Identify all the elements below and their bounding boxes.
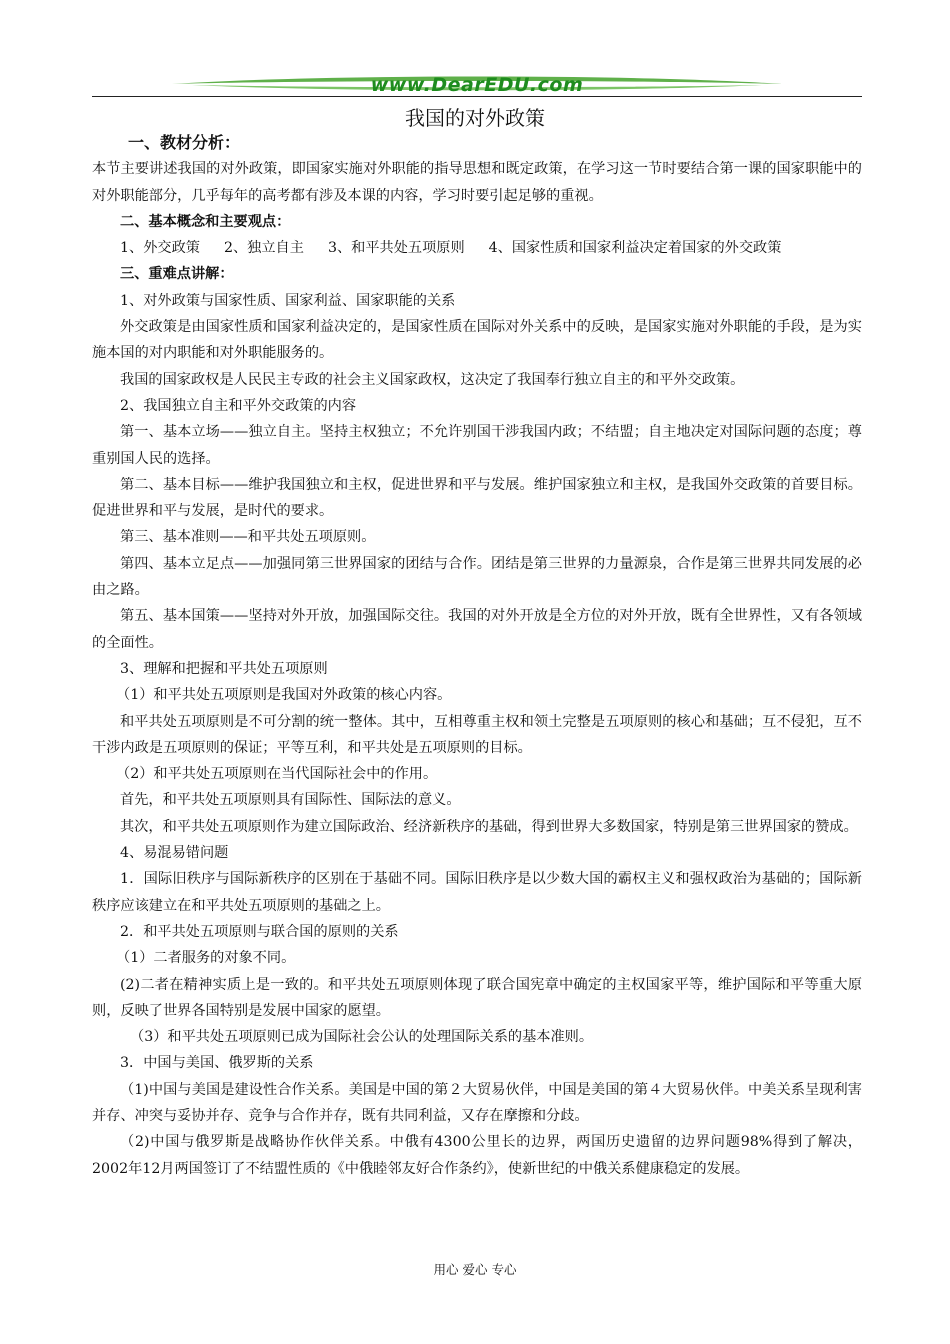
concept-item: 4、国家性质和国家利益决定着国家的外交政策	[488, 240, 782, 257]
paragraph: （3）和平共处五项原则已成为国际社会公认的处理国际关系的基本准则。	[130, 1029, 594, 1046]
paragraph: 本节主要讲述我国的对外政策，即国家实施对外职能的指导思想和既定政策，在学习这一节时要结合第一课的国家职能中的对外职能部分，几乎每年的高考都有涉及本课的内容，学习时要引起足够的重视。	[92, 161, 862, 204]
paragraph: 外交政策是由国家性质和国家利益决定的，是国家性质在国际对外关系中的反映，是国家实施对外职能的手段，是为实施本国的对内职能和对外职能服务的。	[92, 319, 862, 362]
paragraph: （2)中国与俄罗斯是战略协作伙伴关系。中俄有4300公里长的边界，两国历史遗留的边界问题98%得到了解决，2002年12月两国签订了不结盟性质的《中俄睦邻友好合作条约》，使新世纪的中俄关系健康稳定的发展。	[92, 1134, 862, 1177]
paragraph: 第二、基本目标——维护我国独立和主权，促进世界和平与发展。维护国家独立和主权，是我国外交政策的首要目标。促进世界和平与发展，是时代的要求。	[92, 476, 862, 520]
section-heading: 一、教材分析：	[128, 133, 241, 152]
paragraph: （1）和平共处五项原则是我国对外政策的核心内容。	[116, 687, 452, 704]
concept-item: 1、外交政策	[120, 240, 200, 257]
paragraph: (2)二者在精神实质上是一致的。和平共处五项原则体现了联合国宪章中确定的主权国家平等，维护国际和平等重大原则，反映了世界各国特别是发展中国家的愿望。	[92, 976, 862, 1019]
concept-list	[92, 235, 862, 261]
paragraph: 其次，和平共处五项原则作为建立国际政治、经济新秩序的基础，得到世界大多数国家，特别是第三世界国家的赞成。	[120, 818, 858, 835]
paragraph: 我国的国家政权是人民民主专政的社会主义国家政权，这决定了我国奉行独立自主的和平外交政策。	[120, 371, 745, 388]
paragraph: （1)中国与美国是建设性合作关系。美国是中国的第２大贸易伙伴，中国是美国的第４大贸易伙伴。中美关系呈现利害并存、冲突与妥协并存、竞争与合作并存，既有共同利益，又存在摩擦和分歧。	[92, 1081, 862, 1124]
paragraph: （1）二者服务的对象不同。	[116, 950, 296, 967]
header-divider	[92, 96, 862, 97]
site-header	[92, 70, 862, 98]
site-brand[interactable]: www.DearEDU.com	[370, 74, 584, 96]
page-footer: 用心 爱心 专心	[433, 1262, 517, 1277]
document-body	[92, 130, 862, 1182]
section-heading: 二、基本概念和主要观点：	[120, 213, 291, 230]
concept-item: 3、和平共处五项原则	[327, 240, 465, 257]
topic-heading: 2、我国独立自主和平外交政策的内容	[120, 397, 357, 414]
paragraph: 第一、基本立场——独立自主。坚持主权独立；不允许别国干涉我国内政；不结盟；自主地决定对国际问题的态度；尊重别国人民的选择。	[92, 424, 862, 467]
topic-heading: 3、理解和把握和平共处五项原则	[120, 660, 328, 677]
topic-heading: 4、易混易错问题	[120, 845, 229, 862]
paragraph: 2．和平共处五项原则与联合国的原则的关系	[120, 923, 399, 940]
topic-heading: 1、对外政策与国家性质、国家利益、国家职能的关系	[120, 292, 456, 309]
paragraph: 首先，和平共处五项原则具有国际性、国际法的意义。	[120, 792, 461, 809]
paragraph: 和平共处五项原则是不可分割的统一整体。其中，互相尊重主权和领土完整是五项原则的核心和基础；互不侵犯，互不干涉内政是五项原则的保证；平等互利，和平共处是五项原则的目标。	[92, 713, 862, 756]
paragraph: 第三、基本准则——和平共处五项原则。	[120, 529, 376, 546]
paragraph: 3．中国与美国、俄罗斯的关系	[120, 1055, 314, 1072]
page-title: 我国的对外政策	[405, 106, 545, 130]
paragraph: （2）和平共处五项原则在当代国际社会中的作用。	[116, 766, 438, 783]
paragraph: 第四、基本立足点——加强同第三世界国家的团结与合作。团结是第三世界的力量源泉，合作是第三世界共同发展的必由之路。	[92, 555, 862, 599]
paragraph: 1．国际旧秩序与国际新秩序的区别在于基础不同。国际旧秩序是以少数大国的霸权主义和强权政治为基础的；国际新秩序应该建立在和平共处五项原则的基础之上。	[92, 871, 862, 914]
concept-item: 2、独立自主	[223, 240, 304, 257]
paragraph: 第五、基本国策——坚持对外开放，加强国际交往。我国的对外开放是全方位的对外开放，既有全世界性，又有各领域的全面性。	[92, 608, 862, 651]
section-heading: 三、重难点讲解：	[120, 266, 234, 283]
